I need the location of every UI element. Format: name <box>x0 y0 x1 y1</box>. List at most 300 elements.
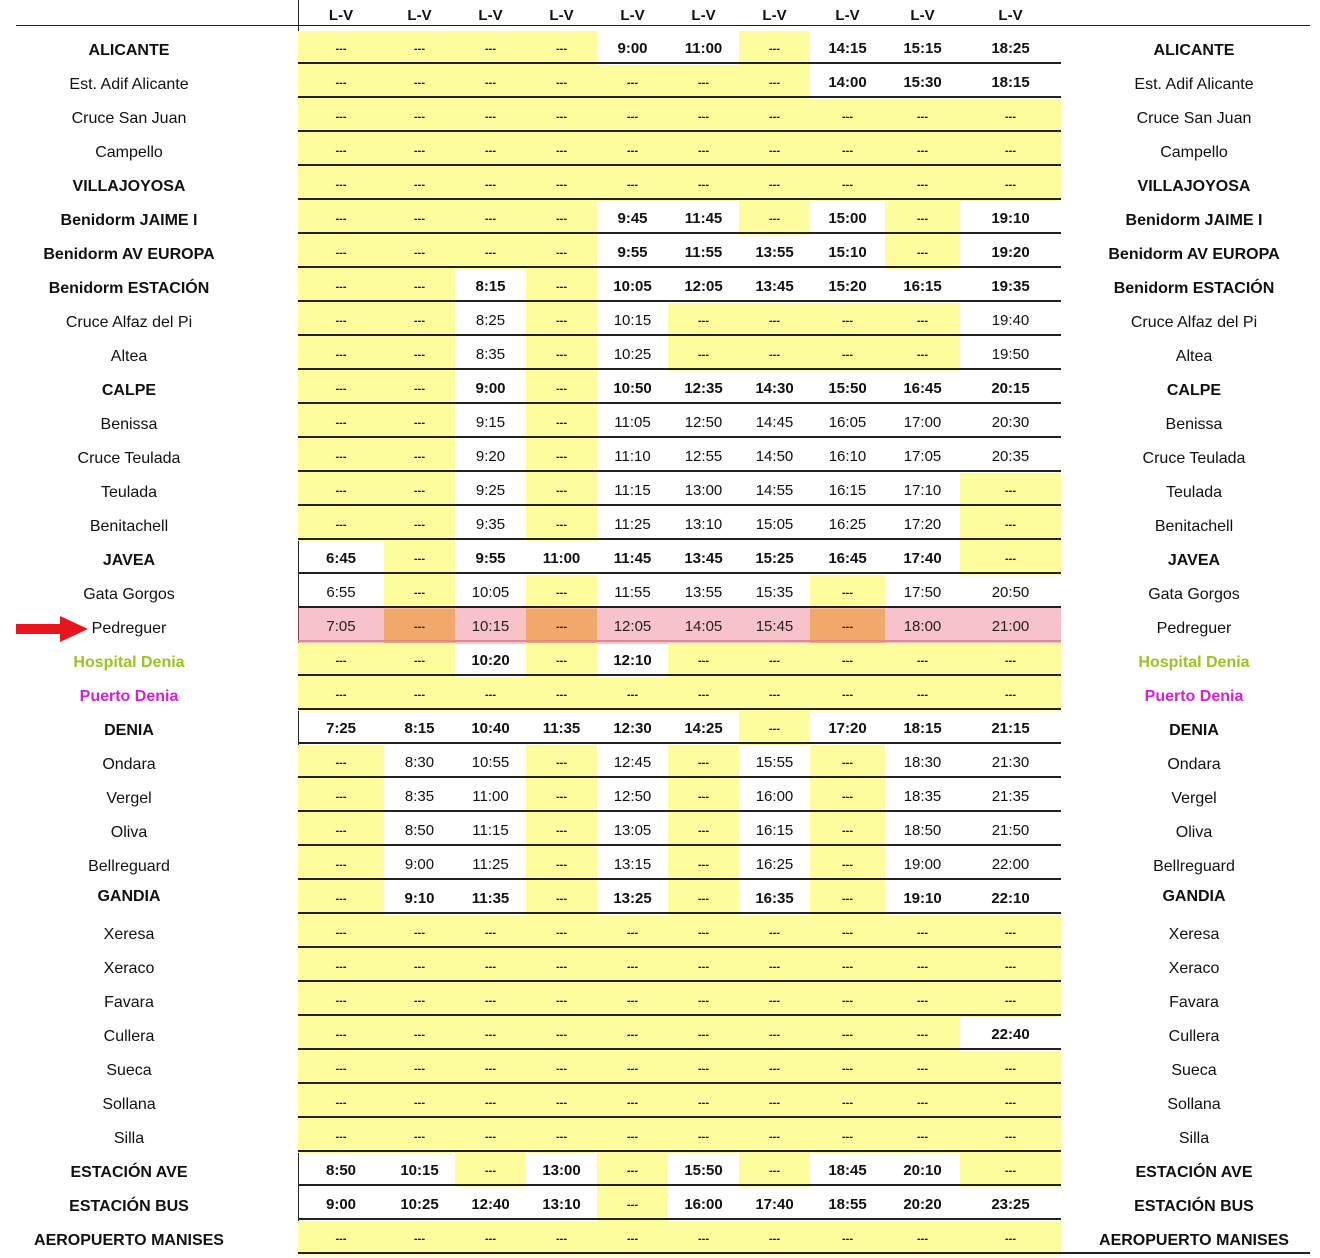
column-header-6: L-V <box>691 7 716 24</box>
no-service-cell: --- <box>526 949 597 983</box>
no-service-cell: --- <box>384 1017 455 1051</box>
row-separator <box>298 1116 1061 1118</box>
no-service-cell: --- <box>810 609 885 643</box>
no-service-cell: --- <box>885 99 960 133</box>
departure-time-cell: 13:00 <box>542 1162 581 1179</box>
no-service-cell: --- <box>526 1051 597 1085</box>
no-service-cell: --- <box>960 1051 1061 1085</box>
no-service-cell: --- <box>810 915 885 949</box>
no-service-cell: --- <box>597 915 668 949</box>
no-service-cell: --- <box>739 711 810 745</box>
no-service-cell: --- <box>885 235 960 269</box>
row-separator <box>298 810 1061 812</box>
no-service-cell: --- <box>739 1221 810 1255</box>
no-service-cell: --- <box>526 609 597 643</box>
no-service-cell: --- <box>384 439 455 473</box>
no-service-cell: --- <box>739 677 810 711</box>
departure-time-cell: 15:30 <box>903 74 942 91</box>
column-header-2: L-V <box>407 7 432 24</box>
no-service-cell: --- <box>810 337 885 371</box>
departure-time-cell: 11:00 <box>684 40 723 57</box>
departure-time-cell: 18:35 <box>903 788 942 805</box>
no-service-cell: --- <box>384 541 455 575</box>
no-service-cell: --- <box>668 337 739 371</box>
no-service-cell: --- <box>739 337 810 371</box>
row-separator <box>298 878 1061 880</box>
no-service-cell: --- <box>384 303 455 337</box>
no-service-cell: --- <box>384 31 455 65</box>
no-service-cell: --- <box>668 303 739 337</box>
stop-name-right: Silla <box>1178 1130 1210 1147</box>
no-service-cell: --- <box>298 507 384 541</box>
no-service-cell: --- <box>960 677 1061 711</box>
no-service-cell: --- <box>526 745 597 779</box>
no-service-cell: --- <box>384 915 455 949</box>
row-separator <box>298 1184 1061 1186</box>
departure-time-cell: 17:20 <box>828 720 867 737</box>
no-service-cell: --- <box>739 949 810 983</box>
no-service-cell: --- <box>298 1119 384 1153</box>
departure-time-cell: 8:35 <box>475 346 506 363</box>
stop-name-right: Hospital Denia <box>1138 654 1250 671</box>
no-service-cell: --- <box>384 643 455 677</box>
row-separator <box>298 946 1061 948</box>
departure-time-cell: 17:05 <box>903 448 942 465</box>
departure-time-cell: 12:45 <box>613 754 652 771</box>
stop-name-right: Cullera <box>1168 1028 1220 1045</box>
stop-name-right: Benidorm AV EUROPA <box>1108 246 1280 263</box>
no-service-cell: --- <box>298 677 384 711</box>
no-service-cell: --- <box>739 643 810 677</box>
no-service-cell: --- <box>298 779 384 813</box>
departure-time-cell: 12:30 <box>613 720 652 737</box>
no-service-cell: --- <box>384 167 455 201</box>
stop-name-left: Puerto Denia <box>79 688 179 705</box>
no-service-cell: --- <box>668 949 739 983</box>
no-service-cell: --- <box>960 949 1061 983</box>
no-service-cell: --- <box>668 745 739 779</box>
no-service-cell: --- <box>960 133 1061 167</box>
departure-time-cell: 20:20 <box>903 1196 942 1213</box>
no-service-cell: --- <box>885 337 960 371</box>
departure-time-cell: 9:10 <box>404 890 435 907</box>
departure-time-cell: 7:25 <box>325 720 357 737</box>
row-separator <box>298 776 1061 778</box>
row-separator <box>298 334 1061 336</box>
no-service-cell: --- <box>885 1085 960 1119</box>
departure-time-cell: 8:35 <box>404 788 435 805</box>
stop-name-left: ESTACIÓN BUS <box>69 1198 189 1215</box>
departure-time-cell: 13:00 <box>684 482 723 499</box>
departure-time-cell: 18:15 <box>903 720 942 737</box>
departure-time-cell: 11:35 <box>542 720 581 737</box>
no-service-cell: --- <box>455 677 526 711</box>
departure-time-cell: 9:15 <box>475 414 506 431</box>
no-service-cell: --- <box>960 541 1061 575</box>
stop-name-left: VILLAJOYOSA <box>72 178 186 195</box>
no-service-cell: --- <box>384 405 455 439</box>
departure-time-cell: 11:25 <box>614 516 651 533</box>
departure-time-cell: 10:25 <box>613 346 652 363</box>
departure-time-cell: 11:55 <box>614 584 651 601</box>
no-service-cell: --- <box>668 65 739 99</box>
departure-time-cell: 21:15 <box>991 720 1030 737</box>
departure-time-cell: 15:25 <box>755 550 794 567</box>
departure-time-cell: 18:15 <box>991 74 1030 91</box>
no-service-cell: --- <box>960 1221 1061 1255</box>
stop-name-right: Benidorm JAIME I <box>1125 212 1263 229</box>
stop-name-right: Benidorm ESTACIÓN <box>1113 280 1275 297</box>
no-service-cell: --- <box>455 31 526 65</box>
no-service-cell: --- <box>885 1119 960 1153</box>
departure-time-cell: 18:00 <box>903 618 942 635</box>
no-service-cell: --- <box>298 167 384 201</box>
row-separator <box>298 844 1061 846</box>
stop-name-left: ESTACIÓN AVE <box>70 1164 188 1181</box>
row-separator <box>298 164 1061 166</box>
no-service-cell: --- <box>455 167 526 201</box>
stop-name-left: Xeraco <box>103 960 155 977</box>
departure-time-cell: 12:50 <box>613 788 652 805</box>
no-service-cell: --- <box>298 915 384 949</box>
no-service-cell: --- <box>597 1017 668 1051</box>
row-separator <box>298 470 1061 472</box>
no-service-cell: --- <box>384 609 455 643</box>
no-service-cell: --- <box>885 303 960 337</box>
stop-name-right: Sueca <box>1171 1062 1217 1079</box>
stop-name-left: Bellreguard <box>88 858 170 875</box>
departure-time-cell: 9:00 <box>404 856 435 873</box>
departure-time-cell: 16:15 <box>755 822 794 839</box>
no-service-cell: --- <box>298 1085 384 1119</box>
stop-name-left: Ondara <box>102 756 156 773</box>
no-service-cell: --- <box>384 65 455 99</box>
no-service-cell: --- <box>810 813 885 847</box>
no-service-cell: --- <box>885 167 960 201</box>
no-service-cell: --- <box>526 303 597 337</box>
stop-name-left: Cruce Teulada <box>77 450 181 467</box>
no-service-cell: --- <box>960 99 1061 133</box>
departure-time-cell: 20:50 <box>991 584 1030 601</box>
no-service-cell: --- <box>526 677 597 711</box>
no-service-cell: --- <box>526 779 597 813</box>
departure-time-cell: 8:25 <box>475 312 506 329</box>
no-service-cell: --- <box>668 1221 739 1255</box>
no-service-cell: --- <box>384 235 455 269</box>
stop-name-left: Sollana <box>102 1096 156 1113</box>
no-service-cell: --- <box>810 1221 885 1255</box>
stop-name-left: Vergel <box>106 790 152 807</box>
no-service-cell: --- <box>597 99 668 133</box>
row-separator <box>298 266 1061 268</box>
no-service-cell: --- <box>810 643 885 677</box>
no-service-cell: --- <box>739 133 810 167</box>
no-service-cell: --- <box>960 643 1061 677</box>
no-service-cell: --- <box>668 779 739 813</box>
no-service-cell: --- <box>384 269 455 303</box>
no-service-cell: --- <box>455 235 526 269</box>
stop-name-right: Est. Adif Alicante <box>1134 76 1254 93</box>
no-service-cell: --- <box>526 1119 597 1153</box>
no-service-cell: --- <box>526 983 597 1017</box>
no-service-cell: --- <box>298 99 384 133</box>
stop-name-left: Benissa <box>100 416 158 433</box>
no-service-cell: --- <box>885 133 960 167</box>
no-service-cell: --- <box>298 1221 384 1255</box>
no-service-cell: --- <box>526 473 597 507</box>
row-separator <box>298 504 1061 506</box>
departure-time-cell: 19:50 <box>991 346 1030 363</box>
no-service-cell: --- <box>960 915 1061 949</box>
departure-time-cell: 16:05 <box>828 414 867 431</box>
right-arrow-icon <box>16 616 88 642</box>
departure-time-cell: 11:55 <box>684 244 723 261</box>
stop-name-left: GANDIA <box>97 888 161 905</box>
no-service-cell: --- <box>597 1187 668 1221</box>
departure-time-cell: 21:00 <box>991 618 1030 635</box>
departure-time-cell: 11:05 <box>614 414 651 431</box>
stop-name-right: Oliva <box>1175 824 1213 841</box>
no-service-cell: --- <box>885 201 960 235</box>
no-service-cell: --- <box>526 813 597 847</box>
no-service-cell: --- <box>810 133 885 167</box>
stop-name-left: Cullera <box>103 1028 155 1045</box>
no-service-cell: --- <box>739 983 810 1017</box>
departure-time-cell: 12:10 <box>613 652 652 669</box>
no-service-cell: --- <box>298 1017 384 1051</box>
departure-time-cell: 11:15 <box>614 482 651 499</box>
stop-name-left: CALPE <box>101 382 157 399</box>
departure-time-cell: 21:35 <box>991 788 1030 805</box>
departure-time-cell: 10:05 <box>471 584 510 601</box>
column-header-8: L-V <box>835 7 860 24</box>
no-service-cell: --- <box>298 371 384 405</box>
stop-name-right: Teulada <box>1165 484 1223 501</box>
no-service-cell: --- <box>526 235 597 269</box>
departure-time-cell: 19:00 <box>903 856 942 873</box>
departure-time-cell: 19:20 <box>991 244 1030 261</box>
row-separator <box>298 538 1061 540</box>
departure-time-cell: 17:50 <box>903 584 942 601</box>
departure-time-cell: 15:55 <box>755 754 794 771</box>
no-service-cell: --- <box>298 473 384 507</box>
no-service-cell: --- <box>384 1119 455 1153</box>
no-service-cell: --- <box>597 677 668 711</box>
stop-name-right: Bellreguard <box>1153 858 1235 875</box>
stop-name-right: ESTACIÓN BUS <box>1134 1198 1254 1215</box>
departure-time-cell: 10:25 <box>400 1196 439 1213</box>
departure-time-cell: 9:00 <box>325 1196 357 1213</box>
departure-time-cell: 9:25 <box>475 482 506 499</box>
stop-name-right: Benissa <box>1165 416 1223 433</box>
departure-time-cell: 18:50 <box>903 822 942 839</box>
stop-name-right: Campello <box>1160 144 1228 161</box>
departure-time-cell: 11:15 <box>472 822 509 839</box>
departure-time-cell: 10:15 <box>400 1162 439 1179</box>
stop-name-left: Silla <box>113 1130 145 1147</box>
no-service-cell: --- <box>455 99 526 133</box>
row-separator <box>298 980 1061 982</box>
departure-time-cell: 22:10 <box>991 890 1030 907</box>
column-header-7: L-V <box>762 7 787 24</box>
no-service-cell: --- <box>885 643 960 677</box>
no-service-cell: --- <box>298 745 384 779</box>
departure-time-cell: 15:35 <box>755 584 794 601</box>
no-service-cell: --- <box>298 439 384 473</box>
no-service-cell: --- <box>526 99 597 133</box>
no-service-cell: --- <box>597 1221 668 1255</box>
stop-name-left: Hospital Denia <box>73 654 185 671</box>
departure-time-cell: 10:20 <box>471 652 510 669</box>
row-separator <box>298 912 1061 914</box>
departure-time-cell: 17:10 <box>903 482 942 499</box>
no-service-cell: --- <box>810 575 885 609</box>
departure-time-cell: 14:45 <box>755 414 794 431</box>
departure-time-cell: 11:45 <box>684 210 723 227</box>
no-service-cell: --- <box>885 983 960 1017</box>
departure-time-cell: 13:45 <box>755 278 794 295</box>
no-service-cell: --- <box>384 201 455 235</box>
departure-time-cell: 8:15 <box>404 720 435 737</box>
no-service-cell: --- <box>298 983 384 1017</box>
no-service-cell: --- <box>810 1119 885 1153</box>
departure-time-cell: 13:10 <box>542 1196 581 1213</box>
departure-time-cell: 15:10 <box>828 244 867 261</box>
stop-name-right: Benitachell <box>1154 518 1234 535</box>
departure-time-cell: 22:40 <box>991 1026 1030 1043</box>
departure-time-cell: 18:30 <box>903 754 942 771</box>
no-service-cell: --- <box>298 813 384 847</box>
no-service-cell: --- <box>526 881 597 915</box>
no-service-cell: --- <box>384 371 455 405</box>
no-service-cell: --- <box>455 983 526 1017</box>
no-service-cell: --- <box>298 303 384 337</box>
no-service-cell: --- <box>384 133 455 167</box>
departure-time-cell: 20:35 <box>991 448 1030 465</box>
stop-name-left: Benidorm ESTACIÓN <box>48 280 210 297</box>
no-service-cell: --- <box>526 915 597 949</box>
no-service-cell: --- <box>384 575 455 609</box>
stop-name-right: JAVEA <box>1167 552 1221 569</box>
no-service-cell: --- <box>455 1017 526 1051</box>
departure-time-cell: 16:15 <box>828 482 867 499</box>
no-service-cell: --- <box>597 167 668 201</box>
no-service-cell: --- <box>810 779 885 813</box>
row-separator <box>298 674 1061 676</box>
departure-time-cell: 8:15 <box>475 278 506 295</box>
departure-time-cell: 9:55 <box>475 550 506 567</box>
departure-time-cell: 8:30 <box>404 754 435 771</box>
no-service-cell: --- <box>526 1085 597 1119</box>
departure-time-cell: 14:05 <box>684 618 723 635</box>
departure-time-cell: 16:45 <box>828 550 867 567</box>
no-service-cell: --- <box>526 1221 597 1255</box>
departure-time-cell: 19:40 <box>991 312 1030 329</box>
departure-time-cell: 14:15 <box>828 40 867 57</box>
stop-name-left: Favara <box>104 994 154 1011</box>
stop-name-right: ALICANTE <box>1153 42 1235 59</box>
departure-time-cell: 11:45 <box>613 550 652 567</box>
departure-time-cell: 17:00 <box>903 414 942 431</box>
stop-name-left: Campello <box>95 144 163 161</box>
stop-name-right: AEROPUERTO MANISES <box>1099 1232 1289 1249</box>
no-service-cell: --- <box>739 1017 810 1051</box>
stop-name-right: Cruce Alfaz del Pi <box>1130 314 1258 331</box>
no-service-cell: --- <box>885 1051 960 1085</box>
no-service-cell: --- <box>810 1051 885 1085</box>
stop-name-left: DENIA <box>104 722 154 739</box>
no-service-cell: --- <box>810 677 885 711</box>
no-service-cell: --- <box>668 167 739 201</box>
departure-time-cell: 18:55 <box>828 1196 867 1213</box>
departure-time-cell: 9:55 <box>617 244 648 261</box>
row-separator <box>298 368 1061 370</box>
no-service-cell: --- <box>526 575 597 609</box>
departure-time-cell: 15:20 <box>828 278 867 295</box>
stop-name-right: Cruce San Juan <box>1136 110 1252 127</box>
no-service-cell: --- <box>526 507 597 541</box>
stop-name-left: Oliva <box>110 824 148 841</box>
departure-time-cell: 15:00 <box>828 210 867 227</box>
departure-time-cell: 19:10 <box>903 890 942 907</box>
row-separator <box>298 708 1061 710</box>
no-service-cell: --- <box>810 983 885 1017</box>
no-service-cell: --- <box>885 1221 960 1255</box>
departure-time-cell: 13:55 <box>684 584 723 601</box>
stop-name-left: Xeresa <box>103 926 155 943</box>
departure-time-cell: 13:15 <box>613 856 652 873</box>
no-service-cell: --- <box>526 201 597 235</box>
departure-time-cell: 13:55 <box>755 244 794 261</box>
no-service-cell: --- <box>455 1221 526 1255</box>
no-service-cell: --- <box>739 201 810 235</box>
departure-time-cell: 11:00 <box>472 788 509 805</box>
departure-time-cell: 14:25 <box>684 720 723 737</box>
departure-time-cell: 13:25 <box>613 890 652 907</box>
departure-time-cell: 17:40 <box>755 1196 794 1213</box>
departure-time-cell: 11:10 <box>614 448 651 465</box>
departure-time-cell: 16:35 <box>755 890 794 907</box>
no-service-cell: --- <box>384 507 455 541</box>
no-service-cell: --- <box>960 983 1061 1017</box>
no-service-cell: --- <box>885 949 960 983</box>
stop-name-right: Xeresa <box>1168 926 1220 943</box>
no-service-cell: --- <box>739 31 810 65</box>
no-service-cell: --- <box>298 31 384 65</box>
no-service-cell: --- <box>298 643 384 677</box>
no-service-cell: --- <box>526 337 597 371</box>
departure-time-cell: 18:45 <box>828 1162 867 1179</box>
stop-name-right: ESTACIÓN AVE <box>1135 1164 1253 1181</box>
no-service-cell: --- <box>455 1153 526 1187</box>
stop-name-right: CALPE <box>1166 382 1222 399</box>
no-service-cell: --- <box>960 473 1061 507</box>
column-header-4: L-V <box>549 7 574 24</box>
stop-name-right: Puerto Denia <box>1144 688 1244 705</box>
no-service-cell: --- <box>810 303 885 337</box>
stop-name-left: Benitachell <box>89 518 169 535</box>
no-service-cell: --- <box>384 1085 455 1119</box>
departure-time-cell: 17:20 <box>903 516 942 533</box>
no-service-cell: --- <box>298 881 384 915</box>
departure-time-cell: 20:10 <box>903 1162 942 1179</box>
row-separator <box>298 130 1061 132</box>
departure-time-cell: 23:25 <box>991 1196 1030 1213</box>
no-service-cell: --- <box>384 1221 455 1255</box>
departure-time-cell: 15:50 <box>684 1162 723 1179</box>
no-service-cell: --- <box>810 99 885 133</box>
stop-name-right: Vergel <box>1171 790 1217 807</box>
